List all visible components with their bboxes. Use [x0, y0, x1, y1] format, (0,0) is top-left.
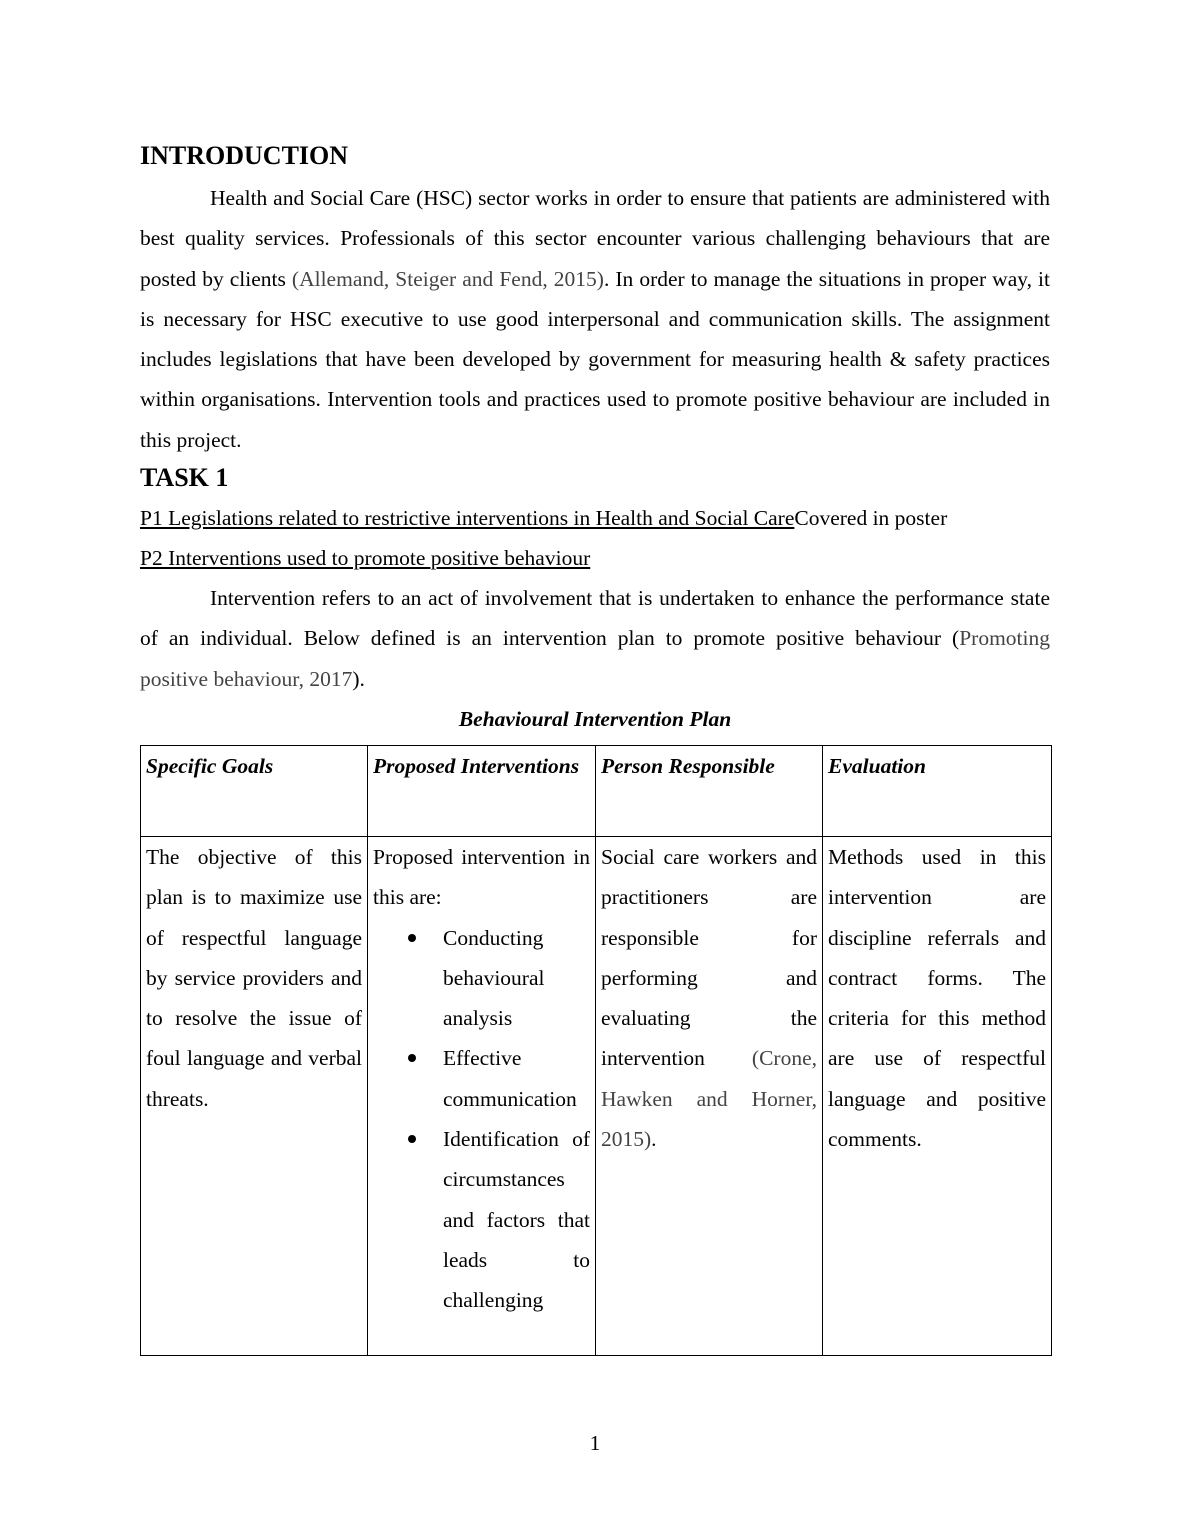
- intro-text-end: . In order to manage the situations in proper way, it is necessary for HSC executive to use good interpersonal and communication skills. The assignment includes legislations that have been developed by government for measuring health & safety practices within organisations. Intervention tools and practices used to promote positive behaviour are included in this project.: [140, 266, 1050, 452]
- table-caption: Behavioural Intervention Plan: [458, 706, 732, 731]
- cell-specific-goals: The objective of this plan is to maximize use of respectful language by service providers and to resolve the issue of foul language and verbal threats.: [141, 836, 368, 1355]
- introduction-heading: INTRODUCTION: [140, 141, 349, 170]
- cell-evaluation: Methods used in this intervention are discipline referrals and contract forms. The criteria for this method are use of respectful language and positive comments.: [823, 836, 1052, 1355]
- table-header-row: [141, 745, 1052, 836]
- list-item: Effective communication: [443, 1038, 590, 1119]
- introduction-paragraph: [140, 178, 1050, 460]
- p2-title: P2 Interventions used to promote positive behaviour: [140, 546, 591, 571]
- p1-note: Covered in poster: [794, 506, 948, 531]
- interventions-list: [373, 918, 590, 1321]
- p2-paragraph: [140, 578, 1050, 699]
- intro-citation: (Allemand, Steiger and Fend, 2015): [291, 266, 604, 291]
- header-evaluation: Evaluation: [823, 745, 1052, 836]
- list-item: Identification of circumstances and factors that leads to challenging: [443, 1119, 590, 1320]
- header-person-responsible: Person Responsible: [596, 745, 823, 836]
- p2-line: [140, 538, 1050, 578]
- page-content: [140, 138, 1050, 1356]
- task1-heading: TASK 1: [140, 463, 229, 493]
- page-number: 1: [589, 1431, 601, 1455]
- p2-text-end: ).: [352, 666, 365, 691]
- intervention-plan-table: [140, 745, 1052, 1356]
- cell-proposed-interventions: [368, 836, 596, 1355]
- responsible-citation: (Crone, Hawken and Horner, 2015): [601, 1046, 817, 1152]
- p2-citation: Promoting positive behaviour, 2017: [140, 626, 1050, 691]
- cell-person-responsible: [596, 836, 823, 1355]
- header-proposed-interventions: Proposed Interventions: [368, 745, 596, 836]
- p1-line: [140, 498, 1050, 538]
- responsible-end: .: [651, 1127, 657, 1152]
- table-row: [141, 836, 1052, 1355]
- p2-text-start: Intervention refers to an act of involvement that is undertaken to enhance the performance state of an individual. Below defined is an intervention plan to promote positive behaviour (: [140, 586, 1050, 651]
- p1-title: P1 Legislations related to restrictive interventions in Health and Social Care: [140, 506, 795, 531]
- interventions-intro: Proposed intervention in this are:: [373, 844, 590, 910]
- header-specific-goals: Specific Goals: [141, 745, 368, 836]
- intro-text-start: Health and Social Care (HSC) sector works in order to ensure that patients are administered with best quality services. Professionals of this sector encounter various challenging behaviours that are posted by clients: [140, 186, 1050, 291]
- responsible-text: Social care workers and practitioners are responsible for performing and evaluating the intervention: [601, 844, 817, 1071]
- list-item: Conducting behavioural analysis: [443, 918, 590, 1039]
